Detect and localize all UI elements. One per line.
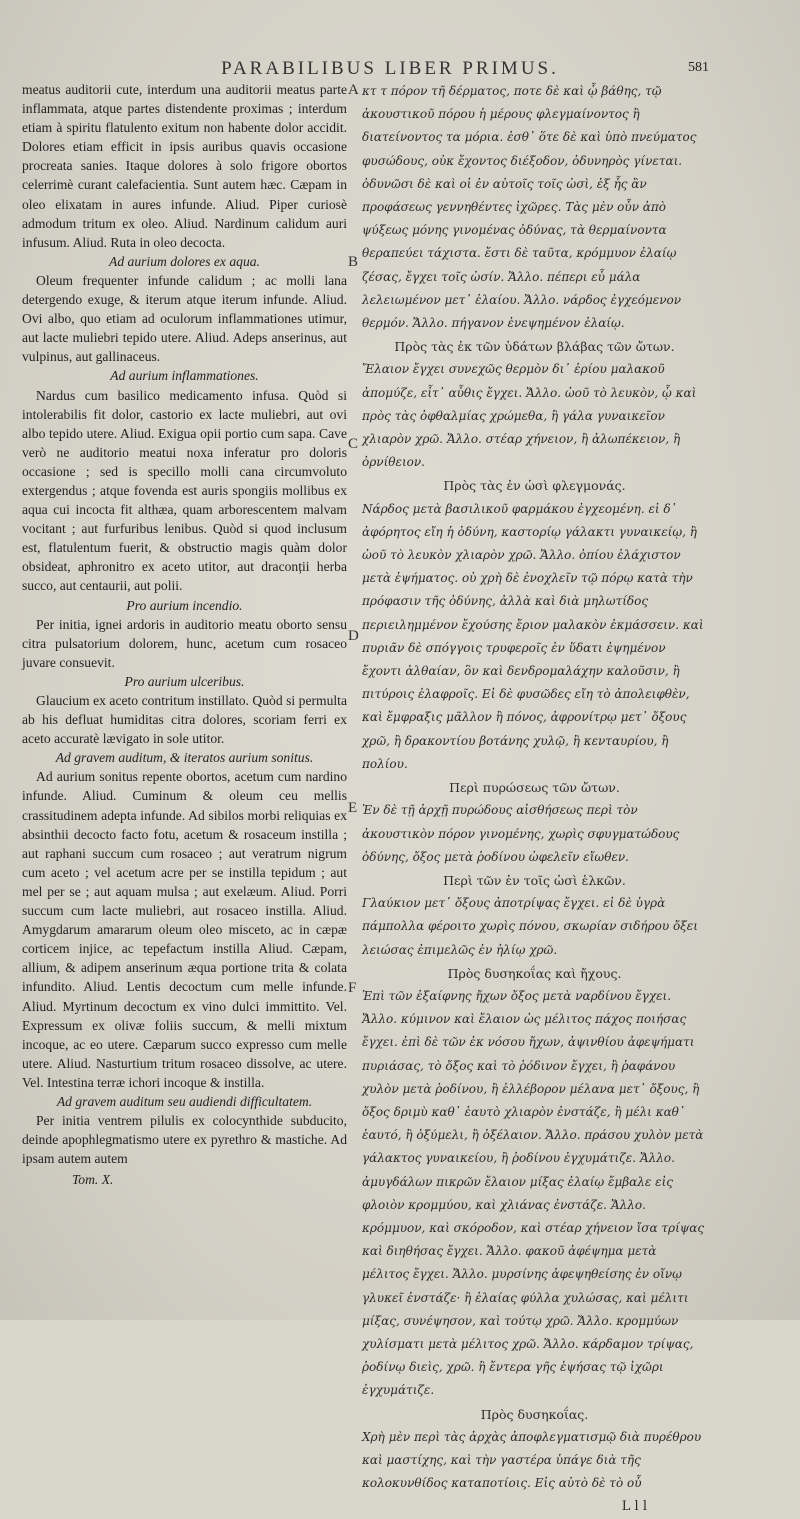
latin-paragraph-5: Ad aurium sonitus repente obortos, acetum cum nardino infunde. Aliud. Cuminum & oleum ceu mellis crassitudinem adepta infunde. Ad sibilos morbi reliquias ex absinthii decocto facto fotu, acetum & rosaceum instilla ; aut raphani succum cum rosaceo ; aut veratrum nigrum cum aceto ; vel acetum acre per se instilla tepidum ; aut mel per se ; aut aquam mulsa ; aut exelæum. Aliud. Porri succum cum lacte muliebri, aut rosaceo instilla. Aliud. Amygdarum amararum oleum oleo misceto, ac in cæpæ corticem injice, ac tepefactum instilla Aliud. Cæpam, allium, & adipem anserinum æqua portione trita & colata infundito. Aliud. Lentis decoctum cum melle infunde. Aliud. Myrtinum decoctum ex vino dulci immittito. Vel. Expressum ex olivæ foliis succum, & melli mixtum incoque, ac eo utere. Cæparum succo expresso cum melle utere. Aliud. Nasturtium tritum rosaceo dissolve, ac utere. Vel. Intestina terræ ichori incoque & instilla. xyxy=(22,769,347,1090)
greek-paragraph-4: Γλαύκιον μετ᾿ ὄξους ἀποτρίψας ἔγχει. εἰ δὲ ὑγρὰ πάμπολλα φέροιτο χωρὶς πόνου, σκωρίαν σιδήρου ὄξει λειώσας ἐπιμελῶς ἐν ἡλίῳ χρῶ. xyxy=(362,896,698,957)
section-mark-f: F xyxy=(348,980,357,996)
greek-heading-2: Πρὸς τὰς ἐν ὠσὶ φλεγμονάς. xyxy=(443,478,626,494)
greek-intro-paragraph: κτ τ πόρον τῆ δέρματος, ποτε δὲ καὶ ᾧ βάθης, τῷ ἀκουστικοῦ πόρου ἡ μέρους φλεγμαίνοντος ἢ διατείνοντος τα μόρια. ἐσθ᾿ ὅτε δὲ καὶ ὑπὸ πνεύματος φυσώδους, οὐκ ἔχοντος διέξοδον, ὀδυνηρὸς γίνεται. ὀδυνῶσι δὲ καὶ οἱ ἐν αὐτοῖς τοῖς ὠσὶ, ἐξ ἧς ἂν προφάσεως γεννηθέντες ἰχῶρες. Τὰς μὲν οὖν ἀπὸ ψύξεως μόνης γινομένας ὀδύνας, τὰ θερμαίνοντα θεραπεύει τάχιστα. ἔστι δὲ ταῦτα, κρόμμυον ἐλαίῳ ζέσας, ἔγχει τοῖς ὠσίν. Ἄλλο. πέπερι εὖ μάλα λελειωμένον μετ᾿ ἐλαίου. Ἄλλο. νάρδος ἐγχεόμενον θερμόν. Ἄλλο. πήγανον ἐνεψημένον ἐλαίῳ. xyxy=(362,84,697,331)
section-mark-b: B xyxy=(348,254,359,270)
section-mark-e: E xyxy=(348,800,358,816)
latin-column xyxy=(22,80,347,1189)
greek-heading-4: Περὶ τῶν ἐν τοῖς ὠσὶ ἑλκῶν. xyxy=(443,872,626,888)
running-header: PARABILIBUS LIBER PRIMUS. xyxy=(221,58,559,79)
greek-paragraph-2: Νάρδος μετὰ βασιλικοῦ φαρμάκου ἐγχεομένη. εἰ δ᾿ ἀφόρητος εἴη ἡ ὀδύνη, καστορίῳ γάλακτι γυναικείῳ, ἢ ὠοῦ τὸ λευκὸν χλιαρὸν χρῶ. Ἄλλο. ὀπίου ἐλάχιστον μετὰ ἑψήματος. οὐ χρὴ δὲ ἐνοχλεῖν τῷ πόρῳ κατὰ τὴν πρόφασιν τῆς ὀδύνης, ἀλλὰ καὶ διὰ μηλωτίδος περιειλημμένον ἔχούσης ἔριον μαλακὸν ἐκμάσσειν. καὶ πυριᾶν δὲ σπόγγοις τρυφεροῖς ἐν ὕδατι ἐψημένον ἔχοντι ἀλθαίαν, ὃν καὶ δενδρομαλάχην καλοῦσιν, ἢ πιτύροις ἐλαφροῖς. Εἰ δὲ φυσῶδες εἴη τὸ ἀπολειφθὲν, καὶ ἔμφραξις μᾶλλον ἢ πόνος, ἀφρονίτρῳ μετ᾿ ὄξους χρῶ, ἢ δρακοντίου βοτάνης χυλῷ, ἢ κενταυρίου, ἢ πολίου. xyxy=(362,501,704,771)
latin-paragraph-6: Per initia ventrem pilulis ex colocynthide subducito, deinde apophlegmatismo utere ex pyrethro & mastiche. Ad ipsam autem autem xyxy=(22,1113,347,1167)
greek-column xyxy=(362,80,707,1519)
latin-paragraph-4: Glaucium ex aceto contritum instillato. Quòd si permulta ab his defluat humiditas citra dolores, scoriam ferri ex aceto accuratè lævigato in sole utitor. xyxy=(22,693,347,747)
greek-heading-1: Πρὸς τὰς ἐκ τῶν ὑδάτων βλάβας τῶν ὤτων. xyxy=(394,339,675,355)
page-number: 581 xyxy=(688,60,709,75)
section-mark-c: C xyxy=(348,436,359,452)
latin-heading-3: Pro aurium incendio. xyxy=(126,597,243,613)
greek-paragraph-1: Ἔλαιον ἔγχει συνεχῶς θερμὸν δι᾿ ἐρίου μαλακοῦ ἀπομύζε, εἶτ᾿ αὖθις ἔγχει. Ἄλλο. ὠοῦ τὸ λευκὸν, ᾧ καὶ πρὸς τὰς ὀφθαλμίας χρώμεθα, ἢ γάλα γυναικεῖον χλιαρὸν χρῶ. Ἄλλο. στέαρ χήνειον, ἢ ἀλωπέκειον, ἢ ὀρνίθειον. xyxy=(362,362,697,470)
latin-heading-1: Ad aurium dolores ex aqua. xyxy=(109,253,260,269)
latin-heading-5: Ad gravem auditum, & iteratos aurium sonitus. xyxy=(55,750,314,766)
latin-paragraph-1: Oleum frequenter infunde calidum ; ac molli lana detergendo exuge, & iterum atque iterum infunde. Aliud. Ovi albo, quo etiam ad oculorum inflammationes utimur, aut lacte muliebri tepido utere. Aliud. Adeps anserinus, aut vulpinus, aut gallinaceus. xyxy=(22,272,347,365)
greek-heading-3: Περὶ πυρώσεως τῶν ὤτων. xyxy=(449,780,620,796)
latin-paragraph-3: Per initia, ignei ardoris in auditorio meatu oborto sensu citra pulsatorium dolorem, hunc, acetum cum rosaceo juvare consuevit. xyxy=(22,616,347,670)
signature-mark: L l l xyxy=(621,1499,647,1515)
latin-heading-6: Ad gravem auditum seu audiendi difficultatem. xyxy=(56,1093,313,1109)
section-mark-a: A xyxy=(348,82,359,98)
greek-heading-5: Πρὸς δυσηκοΐας καὶ ἤχους. xyxy=(447,965,622,981)
latin-paragraph-2: Nardus cum basilico medicamento infusa. Quòd si intolerabilis fit dolor, castorio ex lacte muliebri, aut ovi albo tepido utere. Aliud. Exigua opii portio cum sapa. Cave verò ne auditorio meatui noxa inferatur pro doloris occasione ; sed is specillo molli cana circumvoluto extergendus ; atque fovenda est auris spongiis mollibus ex aqua cui incocta fit althæa, quam arborescentem malvam vocitant ; aut furfuribus lenibus. Quòd si quod inclusum est, flatulentum fuerit, & obstructio magis quàm dolor obsideat, aphronitro ex aceto utitor, aut draconții herba succo, aut centaurii, aut polii. xyxy=(22,387,347,594)
volume-signature: Tom. X. xyxy=(72,1172,114,1188)
latin-heading-2: Ad aurium inflammationes. xyxy=(110,368,259,384)
section-mark-d: D xyxy=(348,628,359,644)
greek-paragraph-3: Ἐν δὲ τῇ ἀρχῇ πυρώδους αἰσθήσεως περὶ τὸν ἀκουστικὸν πόρον γινομένης, χωρὶς σφυγματώδους ὀδύνης, ὄξος μετὰ ῥοδίνου ὠφελεῖν εἴωθεν. xyxy=(362,803,680,864)
latin-intro-paragraph: meatus auditorii cute, interdum una auditorii meatus parte inflammata, atque partes distendente proximas ; interdum etiam à spiritu flatulento exitum non habente dolor accidit. Dolores etiam efficit in ipsis auribus quavis occasione procreata sanies. Itaque dolores à solo frigore obortos celerrimè curant calefacientia. Sunt autem hæc. Cæpam in oleo elixatam in aures infunde. Aliud. Piper curiosè admodum tritum ex oleo. Aliud. Nardinum calidum auri infusum. Aliud. Ruta in oleo decocta. xyxy=(22,82,347,250)
greek-heading-6: Πρὸς δυσηκοΐας. xyxy=(480,1406,589,1422)
greek-paragraph-5: Ἐπὶ τῶν ἐξαίφνης ἤχων ὄξος μετὰ ναρδίνου ἔγχει. Ἄλλο. κύμινον καὶ ἔλαιον ὡς μέλιτος πάχος ποιήσας ἔγχει. ἐπὶ δὲ τῶν ἐκ νόσου ἤχων, ἀψινθίου ἀφεψήματι πυριάσας, τὸ ὄξος καὶ τὸ ῥόδινον ἔγχει, ἢ ῥαφάνου χυλὸν μετὰ ῥοδίνου, ἢ ἐλλέβορον μέλανα μετ᾿ ὄξους, ἢ ὄξος δριμὺ καθ᾿ ἑαυτὸ χλιαρὸν ἐνστάζε, ἢ μέλι καθ᾿ ἑαυτό, ἢ ὀξύμελι, ἢ ὀξέλαιον. Ἄλλο. πράσου χυλὸν μετὰ γάλακτος γυναικείου, ἢ ῥοδίνου ἐγχυμάτιζε. Ἄλλο. ἀμυγδάλων πικρῶν ἔλαιον μίξας ἐλαίῳ ἔμβαλε εἰς φλοιὸν κρομμύου, καὶ χλιάνας ἐνστάζε. Ἄλλο. κρόμμυον, καὶ σκόροδον, καὶ στέαρ χήνειον ἴσα τρίψας καὶ διηθήσας ἔγχει. Ἄλλο. φακοῦ ἀφέψημα μετὰ μέλιτος ἔγχει. Ἄλλο. μυρσίνης ἀφεψηθείσης ἐν οἴνῳ γλυκεῖ ἐνστάζε· ἢ ἐλαίας φύλλα χυλώσας, καὶ μέλιτι μίξας, συνέψησον, καὶ τούτῳ χρῶ. Ἄλλο. κρομμύων χυλίσματι μετὰ μέλιτος χρῶ. Ἄλλο. κάρδαμον τρίψας, ῥοδίνῳ διεὶς, χρῶ. ἢ ἔντερα γῆς ἑψήσας τῷ ἰχῶρι ἐγχυμάτιζε. xyxy=(362,988,705,1398)
greek-paragraph-6: Χρὴ μὲν περὶ τὰς ἀρχὰς ἀποφλεγματισμῷ διὰ πυρέθρου καὶ μαστίχης, καὶ τὴν γαστέρα ὑπάγε διὰ τῆς κολοκυνθίδος καταποτίοις. Εἰς αὐτὸ δὲ τὸ οὖ xyxy=(362,1429,702,1491)
latin-heading-4: Pro aurium ulceribus. xyxy=(124,673,245,689)
